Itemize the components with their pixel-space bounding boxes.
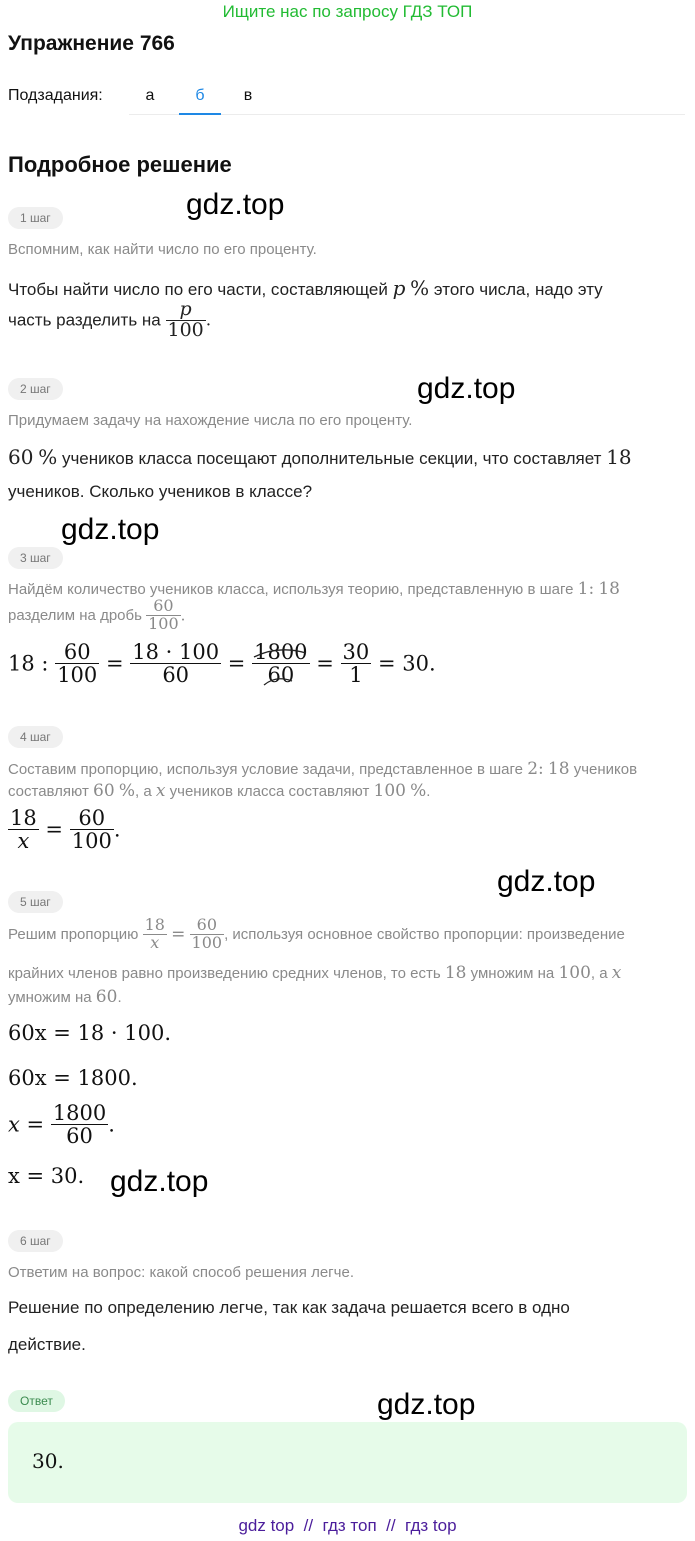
- footer-links[interactable]: gdz top // гдз топ // гдз top: [238, 1516, 457, 1535]
- watermark: gdz.top: [110, 1165, 209, 1198]
- step-4-badge: 4 шаг: [8, 726, 63, 748]
- search-banner[interactable]: Ищите нас по запросу ГДЗ ТОП: [222, 2, 473, 21]
- answer-box: [8, 1422, 687, 1503]
- step-5-intro-line3: умножим на 60.: [8, 987, 122, 1007]
- step-5-intro-line1: Решим пропорцию $\frac{18}{x}$ = $\frac{60}{100}$ , используя основное свойство пропорции: произведение: [8, 915, 625, 952]
- cancel-strike-icon: [252, 641, 310, 695]
- step-2-text-line2: учеников. Сколько учеников в классе?: [8, 482, 313, 501]
- watermark: gdz.top: [61, 513, 160, 546]
- step-2-badge: 2 шаг: [8, 378, 63, 400]
- step-6-badge: 6 шаг: [8, 1230, 63, 1252]
- step-3-badge: 3 шаг: [8, 547, 63, 569]
- step-5-line3: x = $\frac{1800}{60}$ .: [8, 1101, 115, 1149]
- step-6-intro: Ответим на вопрос: какой способ решения легче.: [8, 1264, 354, 1281]
- fraction-60-over-100: $\frac{60}{100}$: [148, 596, 179, 633]
- tab-v[interactable]: в: [243, 87, 253, 104]
- step-6-text-line1: Решение по определению легче, так как задача решается всего в одно: [8, 1298, 570, 1317]
- step-1-text-line2: часть разделить на $\frac{p}{100}$ .: [8, 298, 212, 341]
- page-title: Упражнение 766: [8, 32, 175, 55]
- step-4-proportion: $\frac{18}{x}$ = $\frac{60}{100}$ .: [10, 806, 121, 854]
- step-1-intro: Вспомним, как найти число по его проценту.: [8, 241, 317, 258]
- section-title: Подробное решение: [8, 152, 232, 177]
- step-4-intro-line1: Составим пропорцию, используя условие задачи, представленное в шаге 2: 18 учеников: [8, 759, 638, 779]
- step-6-text-line2: действие.: [8, 1335, 86, 1354]
- active-tab-indicator: [179, 113, 221, 115]
- watermark: gdz.top: [377, 1388, 476, 1421]
- step-5-line2: 60x = 1800.: [8, 1066, 138, 1090]
- step-2-intro: Придумаем задачу на нахождение числа по его проценту.: [8, 412, 413, 429]
- answer-badge: Ответ: [8, 1390, 65, 1412]
- step-3-intro-line2: разделим на дробь $\frac{60}{100}$ .: [8, 596, 186, 633]
- step-3-equation: 18 : $\frac{60}{100}$ = $\frac{18 \cdot 100}{60}$ = $\frac{1800}{60}$ = $\frac{30}{1}$ = 30.: [8, 641, 436, 686]
- tab-b[interactable]: б: [195, 87, 205, 104]
- watermark: gdz.top: [417, 372, 516, 405]
- watermark: gdz.top: [186, 188, 285, 221]
- step-4-intro-line2: составляют 60 %, а x учеников класса составляют 100 %.: [8, 781, 431, 801]
- step-5-intro-line2: крайних членов равно произведению средних членов, то есть 18 умножим на 100, а x: [8, 963, 622, 983]
- tab-a[interactable]: а: [145, 87, 155, 104]
- step-5-line4: x = 30.: [8, 1164, 85, 1188]
- step-5-badge: 5 шаг: [8, 891, 63, 913]
- watermark: gdz.top: [497, 865, 596, 898]
- step-2-text-line1: 60 % учеников класса посещают дополнительные секции, что составляет 18: [8, 445, 632, 469]
- step-3-intro-line1: Найдём количество учеников класса, используя теорию, представленную в шаге 1: 18: [8, 579, 620, 599]
- crossed-fraction: $\frac{1800}{60}$: [252, 641, 309, 686]
- step-5-line1: 60x = 18 · 100.: [8, 1021, 172, 1045]
- fraction-p-over-100: $\frac{p}{100}$: [167, 298, 204, 341]
- answer-value: 30.: [32, 1449, 64, 1473]
- step-1-badge: 1 шаг: [8, 207, 63, 229]
- step-1-text-line1: Чтобы найти число по его части, составляющей p % этого числа, надо эту: [8, 276, 603, 300]
- subtasks-label: Подзадания:: [8, 87, 103, 104]
